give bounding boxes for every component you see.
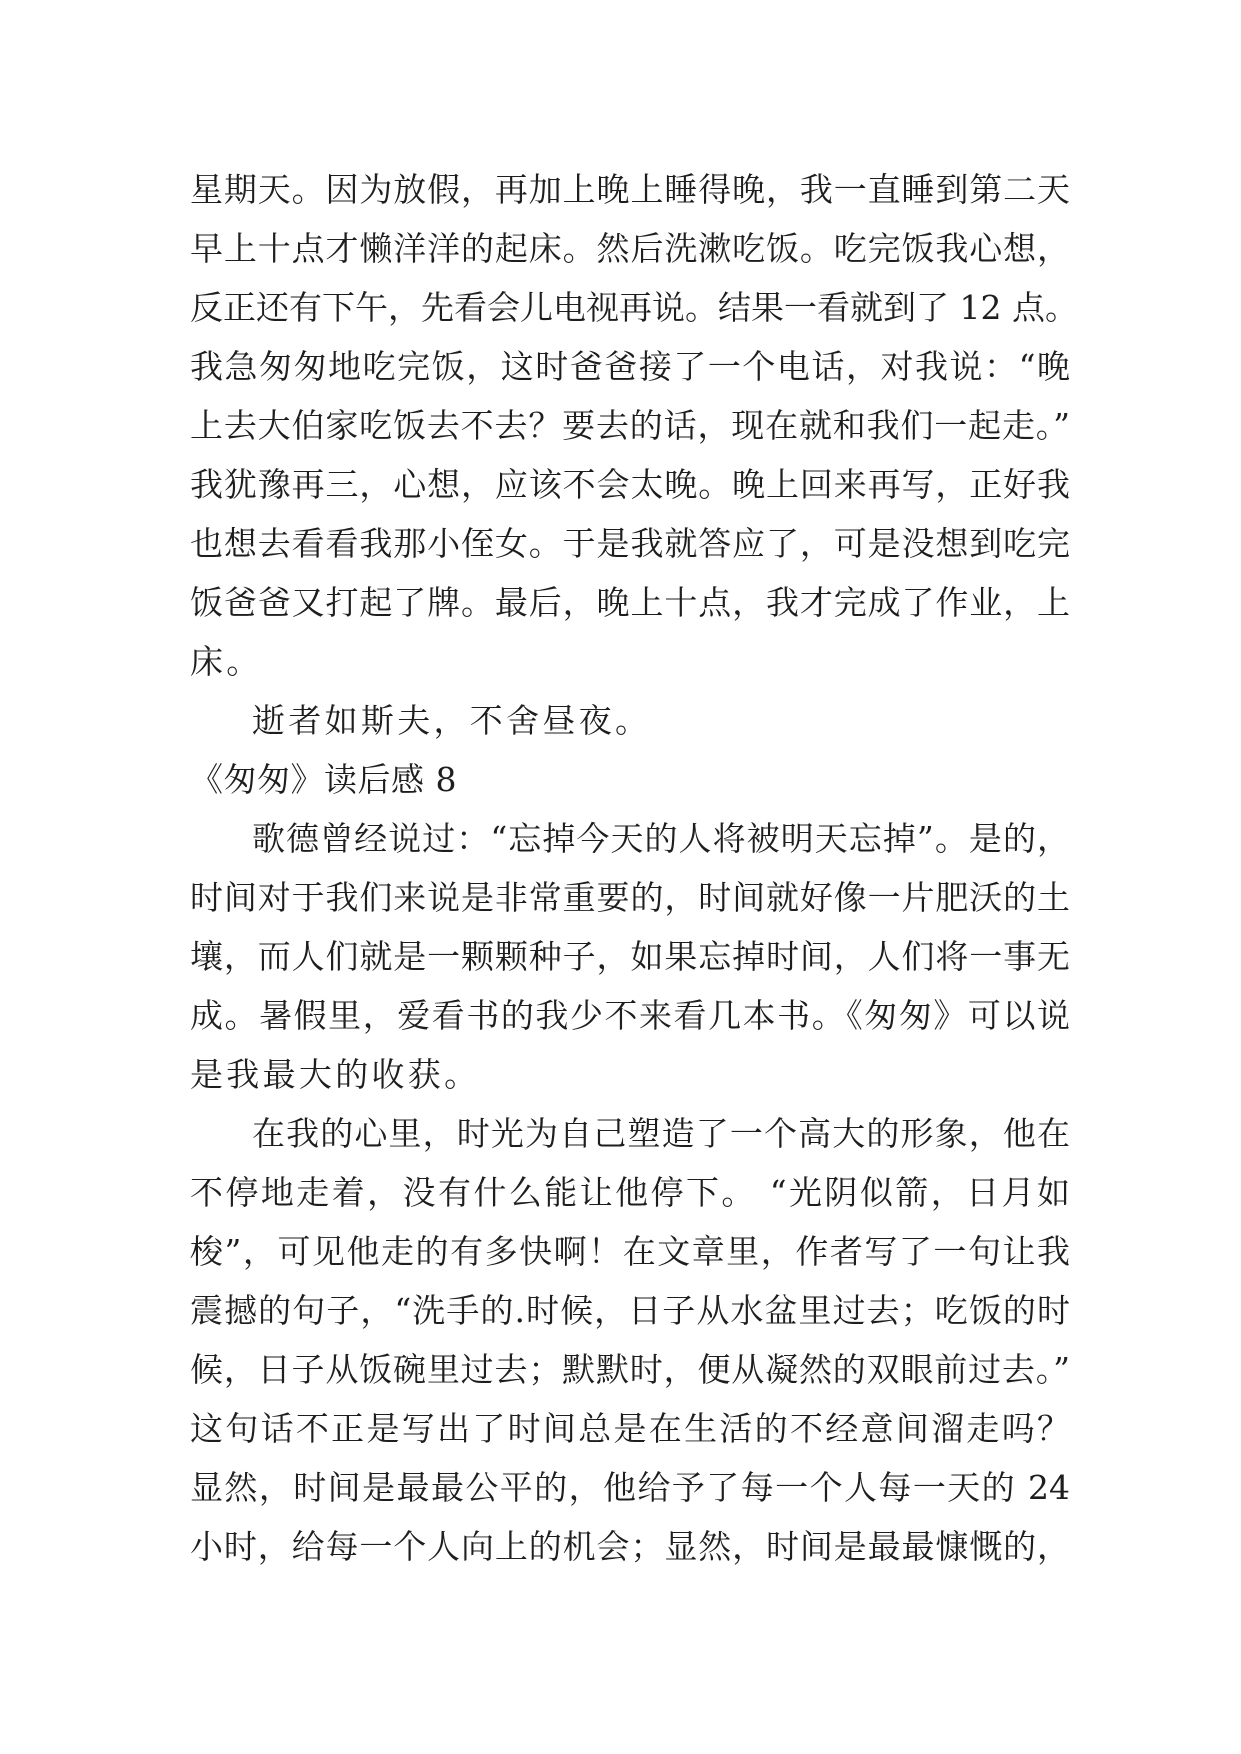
section-heading: 《匆匆》读后感 8 [190,760,457,799]
text-line: 壤，而人们就是一颗颗种子，如果忘掉时间，人们将一事无 [190,937,1070,976]
text-line: 我犹豫再三，心想，应该不会太晚。晚上回来再写，正好我 [190,465,1070,504]
text-line: 早上十点才懒洋洋的起床。然后洗漱吃饭。吃完饭我心想， [190,229,1070,268]
text-line: 显然，时间是最最公平的，他给予了每一个人每一天的 24 [190,1468,1070,1507]
text-line: 在我的心里，时光为自己塑造了一个高大的形象，他在 [252,1114,1070,1153]
text-line: 时间对于我们来说是非常重要的，时间就好像一片肥沃的土 [190,878,1070,917]
text-line: 也想去看看我那小侄女。于是我就答应了，可是没想到吃完 [190,524,1070,563]
text-line: 床。 [190,642,263,681]
document-body [190,160,1078,1576]
text-line: 不停地走着，没有什么能让他停下。 “光阴似箭，日月如 [190,1173,1070,1212]
text-line: 歌德曾经说过：“忘掉今天的人将被明天忘掉”。是的， [252,819,1070,858]
text-line: 这句话不正是写出了时间总是在生活的不经意间溜走吗？ [190,1409,1070,1448]
text-line: 上去大伯家吃饭去不去？要去的话，现在就和我们一起走。” [190,406,1070,445]
text-line: 反正还有下午，先看会儿电视再说。结果一看就到了 12 点。 [190,288,1078,327]
text-line: 饭爸爸又打起了牌。最后，晚上十点，我才完成了作业，上 [190,583,1070,622]
text-line: 候，日子从饭碗里过去；默默时，便从凝然的双眼前过去。” [190,1350,1070,1389]
text-line: 是我最大的收获。 [190,1055,481,1094]
text-line: 小时，给每一个人向上的机会；显然，时间是最最慷慨的， [190,1527,1070,1566]
text-line: 星期天。因为放假，再加上晚上睡得晚，我一直睡到第二天 [190,170,1070,209]
text-line: 震撼的句子，“洗手的.时候，日子从水盆里过去；吃饭的时 [190,1291,1070,1330]
text-line: 梭”，可见他走的有多快啊！在文章里，作者写了一句让我 [190,1232,1070,1271]
quote-line: 逝者如斯夫，不舍昼夜。 [252,701,652,740]
text-line: 我急匆匆地吃完饭，这时爸爸接了一个电话，对我说：“晚 [190,347,1070,386]
text-line: 成。暑假里，爱看书的我少不来看几本书。《匆匆》可以说 [190,996,1070,1035]
